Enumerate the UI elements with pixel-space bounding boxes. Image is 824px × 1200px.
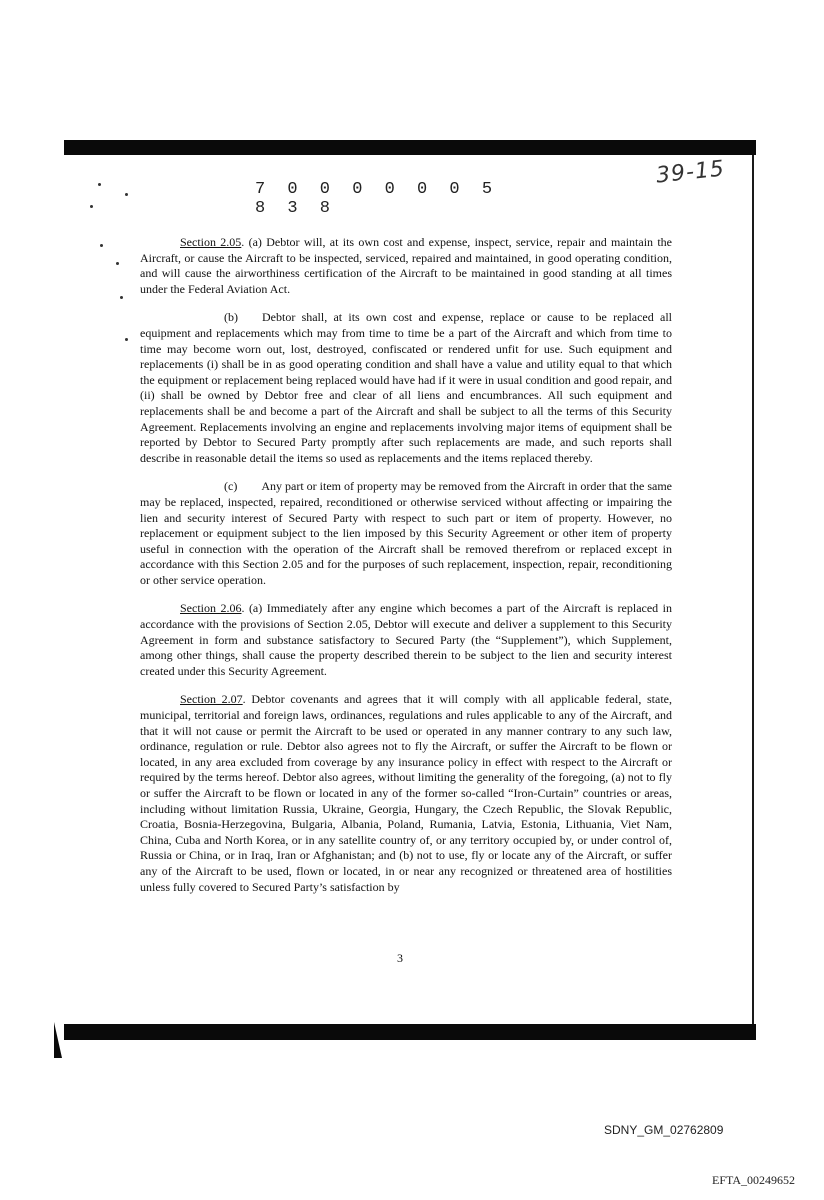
efta-number: EFTA_00249652 xyxy=(712,1173,796,1187)
section-2-05-b: (b) Debtor shall, at its own cost and expense, replace or cause to be replaced all equipment and replacements which may from time to time be a part of the Aircraft and which from time to time may become worn out, lost, destroyed, confiscated or rendered unfit for use. Such equipment and replacements (i) shall be in as good operating condition and shall have a value and utility equal to that which the equipment or replacement being replaced would have had if it were in usual condition and good repair, and (ii) shall be owned by Debtor free and clear of all liens and encumbrances. All such equipment and replacements shall be and become a part of the Aircraft and shall be subject to all the terms of this Security Agreement. Replacements involving an engine and replacements involving major items of equipment shall be reported by Debtor to Secured Party promptly after such replacements are made, and such reports shall describe in reasonable detail the items so used as replacements and the items replaced thereby. xyxy=(140,310,672,465)
section-2-07-heading: Section 2.07 xyxy=(180,692,243,707)
scan-speck xyxy=(125,193,128,196)
section-2-06-text: . (a) Immediately after any engine which becomes a part of the Aircraft is replaced in accordance with the provisions of Section 2.05, Debtor will execute and deliver a supplement to this Security Agreement in form and substance satisfactory to Secured Party (the “Supplement”), which Supplement, among other things, shall cause the property described therein to be subject to the lien and security interest created under this Security Agreement. xyxy=(140,601,672,678)
scan-border-bottom xyxy=(64,1024,756,1040)
scan-speck xyxy=(98,183,101,186)
document-body xyxy=(140,235,672,908)
scan-speck xyxy=(120,296,123,299)
scan-speck xyxy=(90,205,93,208)
section-2-06 xyxy=(140,601,672,679)
section-2-07-text: . Debtor covenants and agrees that it will comply with all applicable federal, state, municipal, territorial and foreign laws, ordinances, regulations and rules applicable to any of the Aircraft, and that it will not cause or permit the Aircraft to be used or operated in any manner contrary to any such law, ordinance, regulation or rule. Debtor also agrees not to fly the Aircraft, or suffer the Aircraft to be flown or located, in any area excluded from coverage by any insurance policy in effect with respect to the Aircraft or required by the terms hereof. Debtor also agrees, without limiting the generality of the foregoing, (a) not to fly or suffer the Aircraft to be flown or located in any of the former so-called “Iron-Curtain” countries or areas, including without limitation Russia, Ukraine, Georgia, Hungary, the Czech Republic, the Slovak Republic, Croatia, Bosnia-Herzegovina, Bulgaria, Albania, Poland, Rumania, Latvia, Estonia, Lithuania, Viet Nam, China, Cuba and North Korea, or in any satellite country of, or any territory occupied by, or under control of, Russia or China, or in Iraq, Iran or Afghanistan; and (b) not to use, fly or locate any of the Aircraft, or suffer any of the Aircraft to be used, flown or located, in or near any recognized or threatened area of hostilities unless fully covered to Secured Party’s satisfaction by xyxy=(140,692,672,894)
handwritten-annotation: 39-15 xyxy=(654,156,727,189)
document-control-number: 7 0 0 0 0 0 0 5 8 3 8 xyxy=(255,180,499,218)
section-2-05-heading: Section 2.05 xyxy=(180,235,242,249)
scan-corner-mark xyxy=(54,1022,62,1058)
section-2-06-heading: Section 2.06 xyxy=(180,601,242,616)
page-number: 3 xyxy=(397,951,403,965)
scan-speck xyxy=(116,262,119,265)
bates-number: SDNY_GM_02762809 xyxy=(604,1123,724,1137)
scan-border-top xyxy=(64,140,756,155)
section-2-05-a xyxy=(140,235,672,297)
section-2-05-c: (c) Any part or item of property may be removed from the Aircraft in order that the same may be replaced, inspected, repaired, reconditioned or otherwise serviced without affecting or impairing the lien and security interest of Secured Party with respect to such part or item of property. However, no replacement or equipment subject to the lien imposed by this Security Agreement or other item of property useful in connection with the operation of the Aircraft shall be removed therefrom or replaced except in accordance with this Section 2.05 and for the purposes of such replacement, inspection, repair, reconditioning or other service operation. xyxy=(140,479,672,587)
section-2-07 xyxy=(140,692,672,895)
section-2-05-a-text: . (a) Debtor will, at its own cost and expense, inspect, service, repair and maintain the Aircraft, or cause the Aircraft to be inspected, serviced, repaired and maintained, in good operating condition, and will cause the airworthiness certification of the Aircraft to be maintained in good standing at all times under the Federal Aviation Act. xyxy=(140,235,672,296)
scan-speck xyxy=(125,338,128,341)
scan-border-right xyxy=(752,155,754,1025)
scan-speck xyxy=(100,244,103,247)
